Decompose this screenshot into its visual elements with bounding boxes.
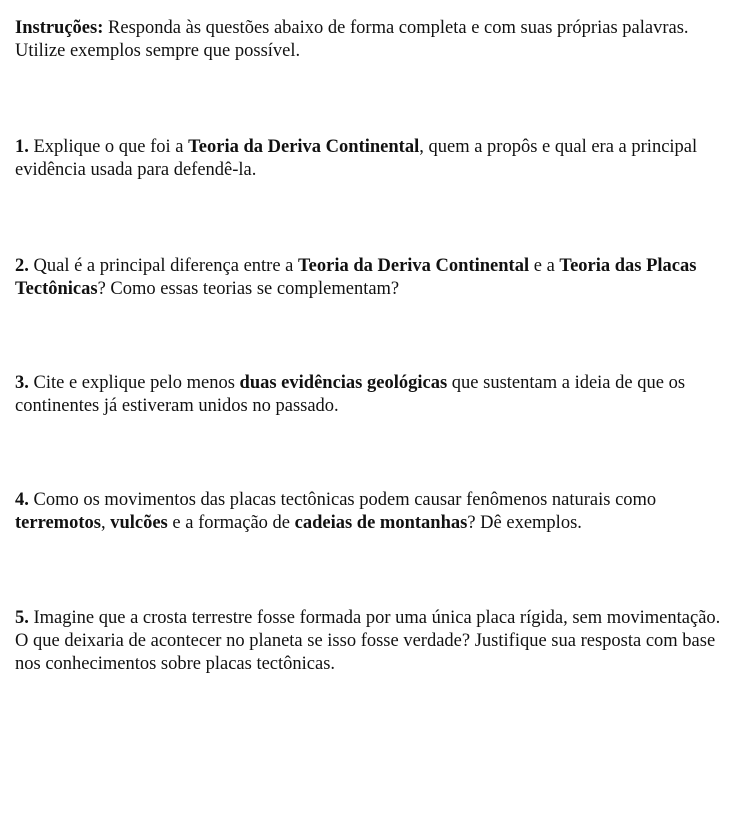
question-text: Explique o que foi a xyxy=(28,137,189,157)
question-text: Imagine que a crosta terrestre fosse formada por uma única placa rígida, sem movimentação. O que deixaria de acontecer no planeta se isso fosse verdade? Justifique sua resposta com base nos conhecimentos sobre placas tectônicas. xyxy=(15,608,721,674)
question-keyword: vulcões xyxy=(110,513,168,533)
instructions-label: Instruções: xyxy=(15,18,104,38)
question-text: , quem a propôs e qual era a principal evidência usada para defendê-la. xyxy=(15,137,698,180)
question-number: 4. xyxy=(15,490,29,510)
question-keyword: terremotos xyxy=(15,513,101,533)
question-5 xyxy=(15,607,737,676)
question-4 xyxy=(15,489,737,535)
question-text: e a formação de xyxy=(167,513,295,533)
question-number: 5. xyxy=(15,608,29,628)
question-text: Cite e explique pelo menos xyxy=(28,373,240,393)
instructions-paragraph xyxy=(15,17,737,63)
question-2 xyxy=(15,255,737,301)
question-text: Como os movimentos das placas tectônicas podem causar fenômenos naturais como xyxy=(28,490,657,510)
question-keyword: Teoria das Placas Tectônicas xyxy=(15,256,697,299)
question-text: , xyxy=(100,513,111,533)
question-text: e a xyxy=(529,256,560,276)
question-3 xyxy=(15,372,737,418)
question-1 xyxy=(15,136,737,182)
question-number: 3. xyxy=(15,373,29,393)
instructions-text: Responda às questões abaixo de forma completa e com suas próprias palavras. Utilize exemplos sempre que possível. xyxy=(15,18,689,61)
question-keyword: duas evidências geológicas xyxy=(239,373,448,393)
question-keyword: cadeias de montanhas xyxy=(294,513,468,533)
question-number: 2. xyxy=(15,256,29,276)
question-keyword: Teoria da Deriva Continental xyxy=(298,256,530,276)
question-number: 1. xyxy=(15,137,29,157)
question-keyword: Teoria da Deriva Continental xyxy=(188,137,420,157)
question-text: ? Como essas teorias se complementam? xyxy=(97,279,400,299)
question-text: que sustentam a ideia de que os continentes já estiveram unidos no passado. xyxy=(15,373,686,416)
question-text: ? Dê exemplos. xyxy=(467,513,582,533)
question-text: Qual é a principal diferença entre a xyxy=(28,256,299,276)
